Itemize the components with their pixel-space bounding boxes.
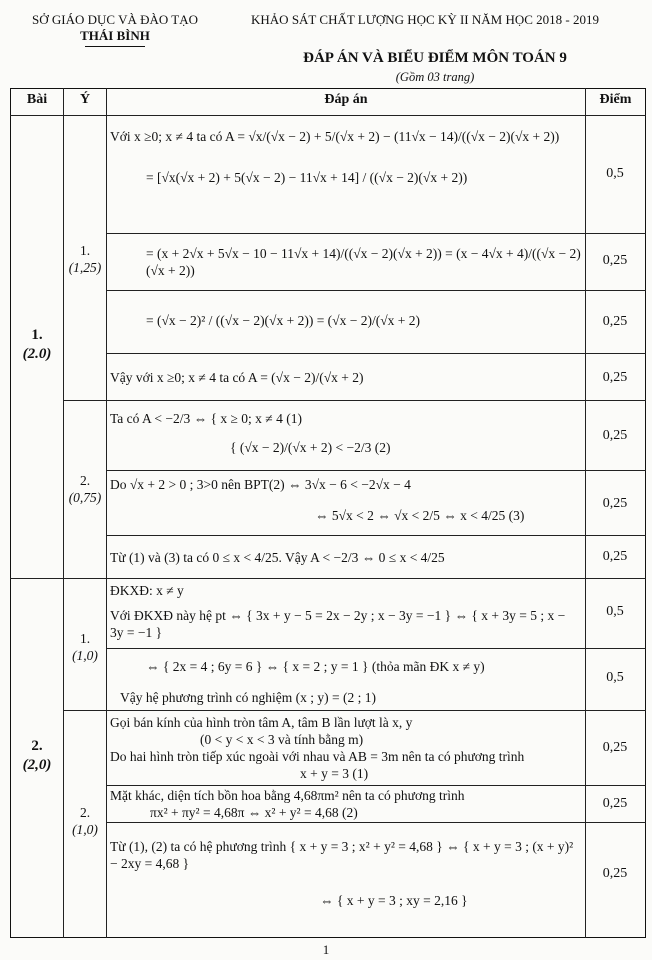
bai2-y1-points: (1,0) bbox=[72, 648, 98, 663]
answer-row bbox=[110, 128, 582, 186]
row-divider bbox=[106, 822, 646, 823]
bai1-y1-points: (1,25) bbox=[68, 260, 102, 275]
exam-title: KHẢO SÁT CHẤT LƯỢNG HỌC KỲ II NĂM HỌC 2018 - 2019 bbox=[251, 12, 599, 27]
col-divider bbox=[106, 88, 107, 938]
page-subtitle: (Gồm 03 trang) bbox=[395, 70, 475, 84]
score-cell: 0,5 bbox=[606, 604, 624, 619]
answer-line: Vậy với x ≥0; x ≠ 4 ta có A = (√x − 2)/(√x + 2) bbox=[110, 370, 364, 385]
score-cell: 0,25 bbox=[602, 866, 628, 881]
bai1-number: 1. bbox=[31, 327, 43, 343]
answer-line: = (√x − 2)² / ((√x − 2)(√x + 2)) = (√x − 2)/(√x + 2) bbox=[146, 313, 420, 328]
bai1-y1 bbox=[64, 242, 106, 276]
page-number: 1 bbox=[322, 942, 330, 957]
row-divider bbox=[106, 535, 646, 536]
header-underline bbox=[85, 46, 145, 47]
answer-line: Với x ≥0; x ≠ 4 ta có A = √x/(√x − 2) + 5/(√x + 2) − (11√x − 14)/((√x − 2)(√x + 2)) bbox=[110, 129, 560, 144]
answer-line: x + y = 3 (1) bbox=[300, 766, 369, 781]
answer-line: (0 < y < x < 3 và tính bằng m) bbox=[200, 732, 364, 747]
answer-line: { (√x − 2)/(√x + 2) < −2/3 (2) bbox=[230, 440, 391, 455]
answer-line: πx² + πy² = 4,68π ⇔ x² + y² = 4,68 (2) bbox=[150, 805, 358, 820]
bai1-y1-number: 1. bbox=[79, 243, 91, 258]
answer-line: ⇔ 5√x < 2 ⇔ √x < 2/5 ⇔ x < 4/25 (3) bbox=[315, 508, 525, 523]
answer-line: = (x + 2√x + 5√x − 10 − 11√x + 14)/((√x − 2)(√x + 2)) = (x − 4√x + 4)/((√x − 2)(√x + 2)) bbox=[146, 246, 581, 278]
bai2-y2 bbox=[64, 804, 106, 838]
department-header bbox=[0, 12, 230, 47]
province-name: THÁI BÌNH bbox=[80, 28, 150, 43]
bai1-y2 bbox=[64, 472, 106, 506]
row-divider bbox=[106, 648, 646, 649]
bai2-label bbox=[11, 737, 63, 775]
score-cell: 0,25 bbox=[602, 496, 628, 511]
score-cell: 0,5 bbox=[606, 166, 624, 181]
score-cell: 0,25 bbox=[602, 796, 628, 811]
answer-row bbox=[110, 838, 582, 909]
answer-line: = [√x(√x + 2) + 5(√x − 2) − 11√x + 14] / ((√x − 2)(√x + 2)) bbox=[146, 170, 468, 185]
answer-row bbox=[110, 476, 524, 524]
answer-line: Với ĐKXĐ này hệ pt ⇔ { 3x + y − 5 = 2x − 2y ; x − 3y = −1 } ⇔ { x + 3y = 5 ; x − 3y = −1 } bbox=[110, 608, 566, 640]
bai1-y2-number: 2. bbox=[79, 473, 91, 488]
page-title: ĐÁP ÁN VÀ BIỂU ĐIỂM MÔN TOÁN 9 bbox=[303, 50, 567, 66]
row-divider bbox=[106, 785, 646, 786]
answer-line: ⇔ { 2x = 4 ; 6y = 6 } ⇔ { x = 2 ; y = 1 } (thỏa mãn ĐK x ≠ y) bbox=[146, 659, 485, 674]
score-cell: 0,25 bbox=[602, 740, 628, 755]
score-cell: 0,5 bbox=[606, 670, 624, 685]
answer-line: Gọi bán kính của hình tròn tâm A, tâm B lần lượt là x, y bbox=[110, 715, 413, 730]
header-answer: Đáp án bbox=[324, 92, 368, 107]
row-divider bbox=[106, 470, 646, 471]
score-cell: 0,25 bbox=[602, 428, 628, 443]
bai2-y1 bbox=[64, 630, 106, 664]
row-divider bbox=[63, 710, 646, 711]
bai1-y2-points: (0,75) bbox=[68, 490, 102, 505]
answer-row bbox=[110, 714, 524, 782]
answer-line: Từ (1) và (3) ta có 0 ≤ x < 4/25. Vậy A < −2/3 ⇔ 0 ≤ x < 4/25 bbox=[110, 550, 445, 565]
score-cell: 0,25 bbox=[602, 370, 628, 385]
answer-line: Vậy hệ phương trình có nghiệm (x ; y) = (2 ; 1) bbox=[120, 690, 377, 705]
answer-row bbox=[110, 787, 465, 821]
department-name: SỞ GIÁO DỤC VÀ ĐÀO TẠO bbox=[32, 12, 198, 27]
bai2-points: (2,0) bbox=[22, 757, 52, 773]
score-cell: 0,25 bbox=[602, 549, 628, 564]
bai2-number: 2. bbox=[31, 738, 43, 754]
row-divider bbox=[10, 578, 646, 579]
row-divider bbox=[63, 400, 646, 401]
answer-line: Do hai hình tròn tiếp xúc ngoài với nhau và AB = 3m nên ta có phương trình bbox=[110, 749, 525, 764]
answer-line: Ta có A < −2/3 ⇔ { x ≥ 0; x ≠ 4 (1) bbox=[110, 411, 302, 426]
answer-line: Từ (1), (2) ta có hệ phương trình { x + y = 3 ; x² + y² = 4,68 } ⇔ { x + y = 3 ; (x + y)² − 2xy = 4,68 } bbox=[110, 839, 574, 871]
row-divider bbox=[10, 115, 646, 116]
bai2-y2-number: 2. bbox=[79, 805, 91, 820]
answer-line: ⇔ { x + y = 3 ; xy = 2,16 } bbox=[320, 893, 468, 908]
bai1-label bbox=[11, 326, 63, 364]
header-y: Ý bbox=[79, 92, 91, 107]
answer-row bbox=[110, 410, 390, 456]
answer-line: ĐKXĐ: x ≠ y bbox=[110, 583, 184, 598]
row-divider bbox=[106, 290, 646, 291]
score-cell: 0,25 bbox=[602, 253, 628, 268]
header-bai: Bài bbox=[26, 92, 48, 107]
header-score: Điểm bbox=[599, 92, 632, 107]
answer-row bbox=[110, 582, 582, 641]
bai1-points: (2.0) bbox=[22, 346, 52, 362]
bai2-y2-points: (1,0) bbox=[72, 822, 98, 837]
score-cell: 0,25 bbox=[602, 314, 628, 329]
answer-line: Do √x + 2 > 0 ; 3>0 nên BPT(2) ⇔ 3√x − 6 < −2√x − 4 bbox=[110, 477, 411, 492]
row-divider bbox=[106, 353, 646, 354]
row-divider bbox=[106, 233, 646, 234]
answer-row bbox=[110, 658, 582, 706]
answer-line: Mặt khác, diện tích bồn hoa bằng 4,68πm² nên ta có phương trình bbox=[110, 788, 465, 803]
bai2-y1-number: 1. bbox=[79, 631, 91, 646]
